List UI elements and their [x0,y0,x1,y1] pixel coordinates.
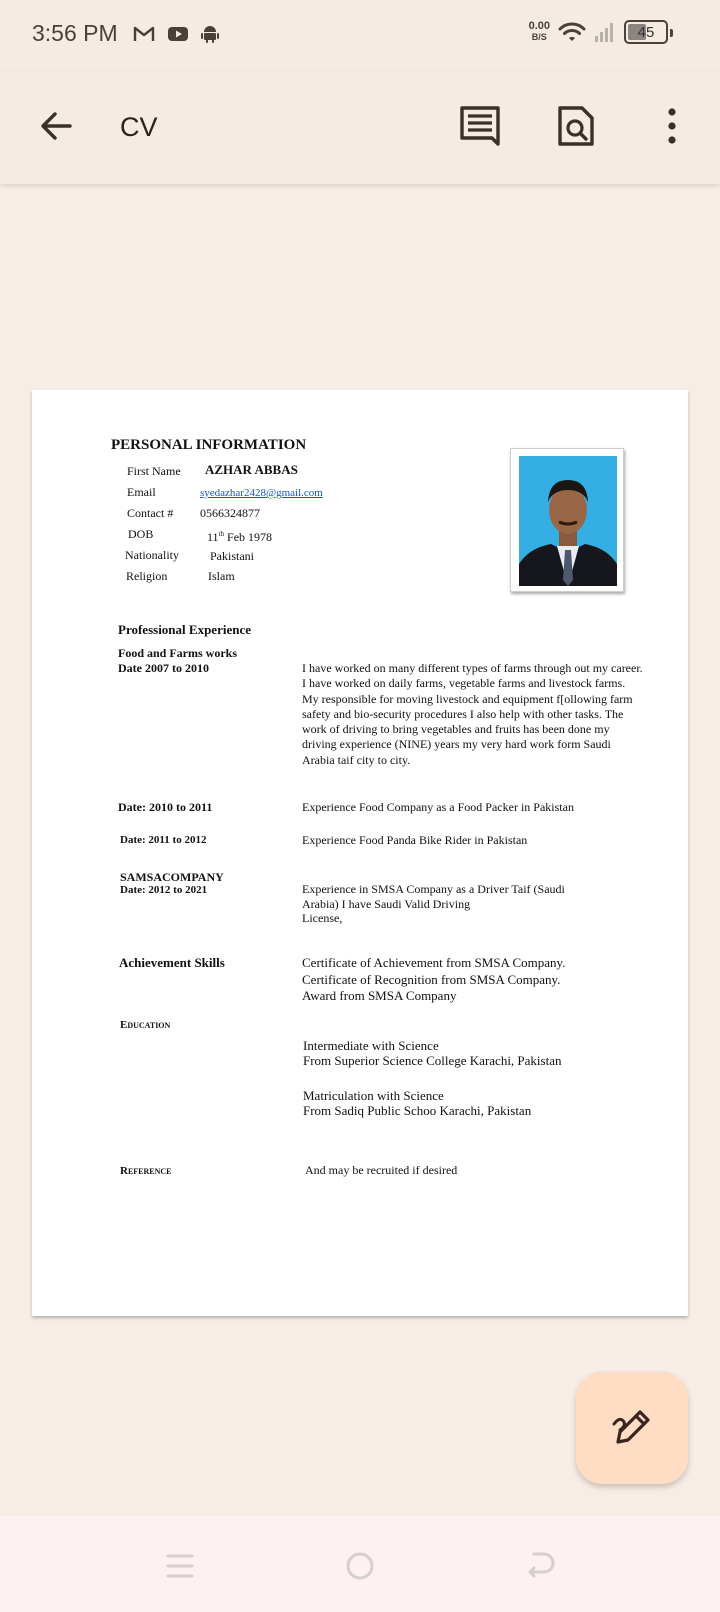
back-icon[interactable] [520,1546,560,1586]
exp-1-description: I have worked on many different types of farms through out my career. I have worked on daily farms, vegetable farms and livestock farms. My responsible for moving livestock and equipment f[ollowing farm safety and bio-security procedures I also help with other tasks. The work of driving to bring vegetables and fruits has been done my driving experience (NINE) years my very hard work form Saudi Arabia taif city to city. [302,661,643,767]
net-speed-unit: B/S [531,32,547,42]
back-arrow-icon[interactable] [36,106,76,146]
professional-heading: Professional Experience [118,622,251,637]
home-icon[interactable] [340,1546,380,1586]
religion-value: Islam [208,569,235,583]
more-vert-icon[interactable] [650,104,694,148]
exp-3-date: Date: 2011 to 2012 [120,834,207,846]
edit-pen-icon [610,1406,654,1450]
exp-2-description: Experience Food Company as a Food Packer in Pakistan [302,800,574,814]
first-name-value: AZHAR ABBAS [205,462,298,477]
exp-3-description: Experience Food Panda Bike Rider in Pakistan [302,833,528,847]
net-speed-value: 0.00 [528,20,550,32]
find-in-page-icon[interactable] [554,104,598,148]
exp-4-line-2: Arabia) I have Saudi Valid Driving [302,897,471,911]
exp-1-date: Date 2007 to 2010 [118,661,209,675]
net-speed [529,21,550,43]
wifi-icon [558,21,586,43]
exp-2-date: Date: 2010 to 2011 [118,800,213,814]
battery-icon [624,20,668,44]
status-time: 3:56 PM [32,20,118,46]
recents-icon[interactable] [160,1546,200,1586]
education-2-line-2: From Sadiq Public Schoo Karachi, Pakistan [303,1103,532,1118]
reference-text: And may be recruited if desired [305,1163,458,1177]
education-heading: Education [120,1019,171,1031]
religion-label: Religion [126,569,168,583]
youtube-icon [167,25,189,43]
dob-value: 11th Feb 1978 [207,530,273,544]
comment-icon[interactable] [458,104,502,148]
signal-icon [594,21,616,43]
education-1-line-2: From Superior Science College Karachi, Pakistan [303,1053,562,1068]
notification-icons [133,24,219,44]
personal-info-heading: PERSONAL INFORMATION [111,437,307,453]
dob-label: DOB [128,527,154,541]
contact-value: 0566324877 [200,506,260,520]
nationality-value: Pakistani [210,549,254,563]
profile-photo [510,448,624,592]
gmail-icon [133,25,155,43]
exp-4-title: SAMSACOMPANY [120,870,224,884]
document-title: CV [120,112,158,142]
document-page[interactable] [32,390,688,1316]
exp-4-line-3: License, [302,911,343,925]
education-1-line-1: Intermediate with Science [303,1038,439,1053]
profile-photo-image [519,456,617,586]
contact-label: Contact # [127,506,174,520]
exp-4-line-1: Experience in SMSA Company as a Driver Taif (Saudi [302,882,565,896]
first-name-label: First Name [127,464,181,478]
reference-heading: Reference [120,1165,172,1177]
status-bar [0,0,720,72]
battery-level: 45 [637,23,655,41]
achievement-1: Certificate of Achievement from SMSA Company. [302,955,566,970]
achievement-3: Award from SMSA Company [302,988,457,1003]
email-link[interactable]: syedazhar2428@gmail.com [200,487,323,499]
app-bar [0,72,720,184]
education-2-line-1: Matriculation with Science [303,1088,444,1103]
navigation-bar [0,1516,720,1612]
email-label: Email [127,485,156,499]
exp-1-title: Food and Farms works [118,646,238,660]
nationality-label: Nationality [125,548,179,562]
exp-4-date: Date: 2012 to 2021 [120,884,208,896]
android-icon [201,24,219,44]
edit-fab-button[interactable] [576,1372,688,1484]
achievement-2: Certificate of Recognition from SMSA Company. [302,972,561,987]
system-icons [529,20,668,44]
achievement-heading: Achievement Skills [119,955,225,970]
